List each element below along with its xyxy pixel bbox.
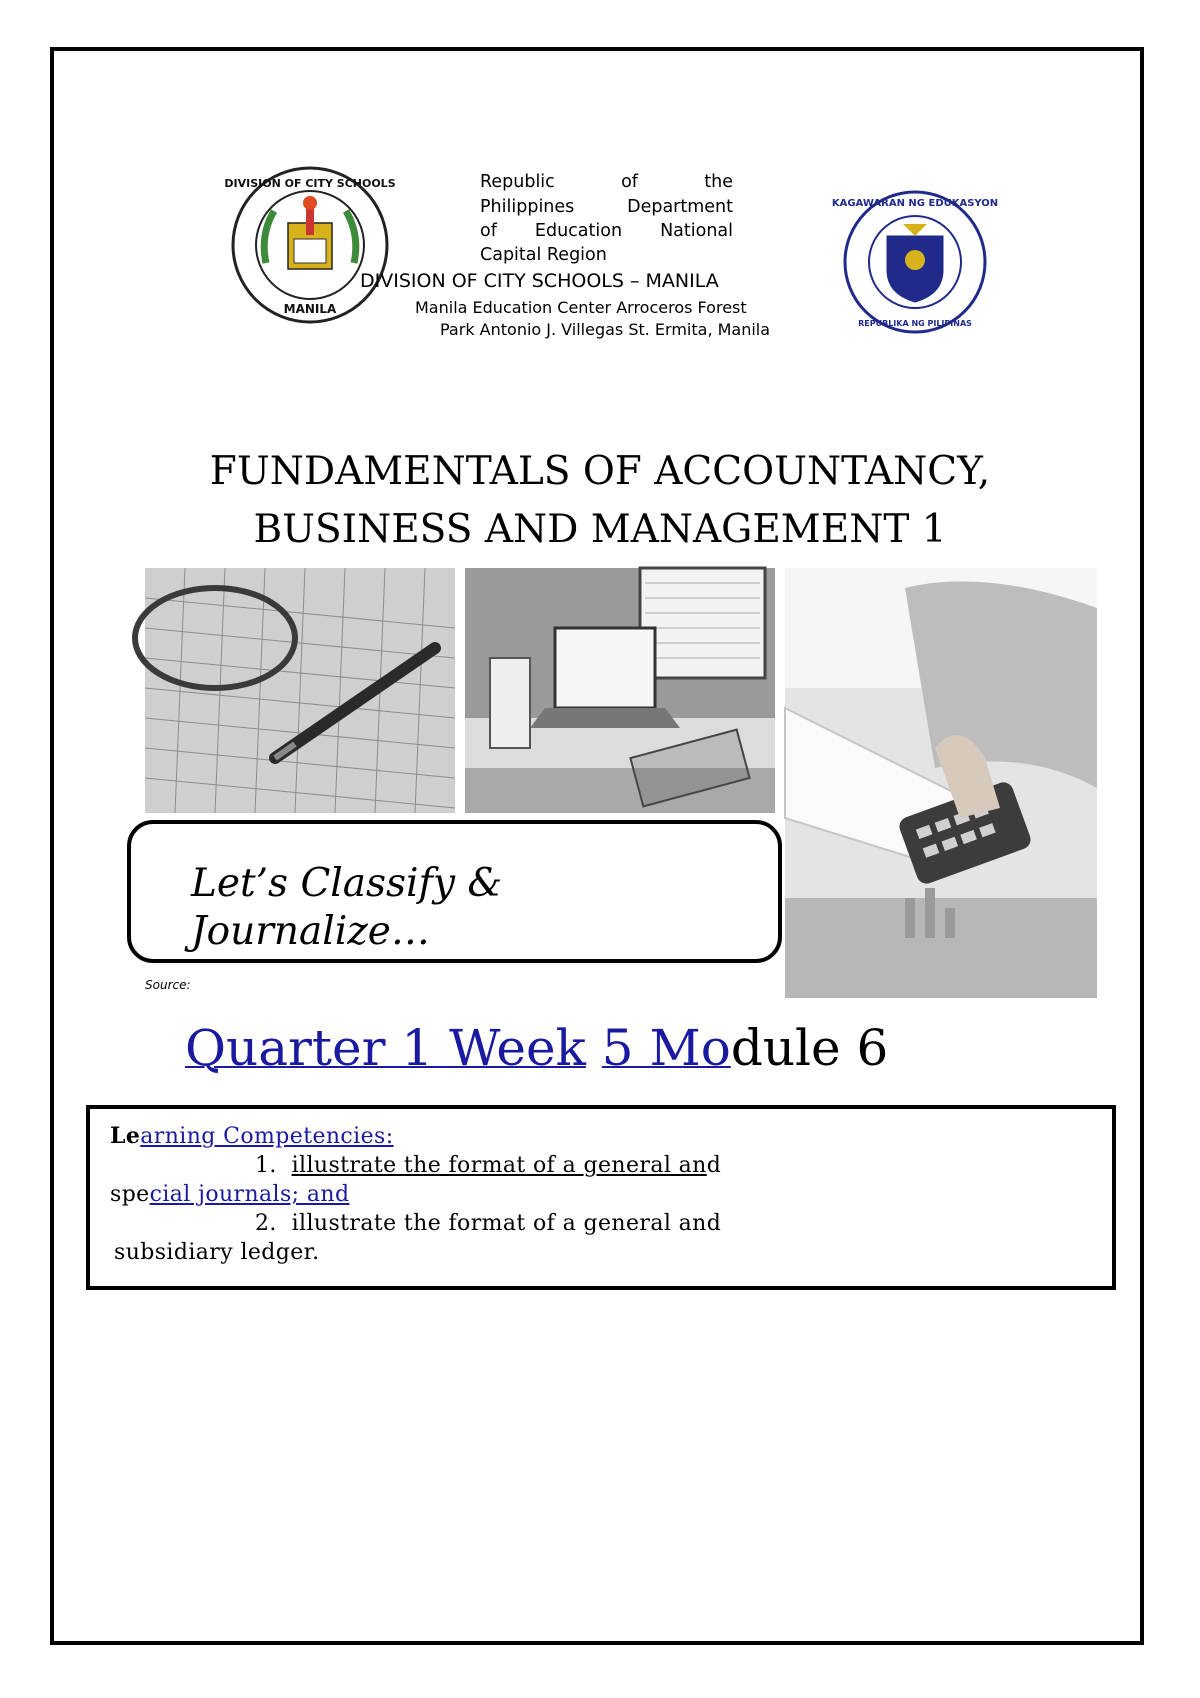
division-seal-logo	[224, 165, 396, 325]
module-quarter-week-title	[185, 1015, 888, 1081]
competency-item-1-cont	[110, 1180, 349, 1209]
competency-1-text-end: d	[706, 1153, 722, 1178]
competencies-heading-link[interactable]: arning Competencies:	[140, 1124, 394, 1149]
header-address-line-1: Manila Education Center Arroceros Forest	[415, 298, 747, 317]
competencies-heading	[110, 1122, 394, 1151]
competency-1-cont-link[interactable]: cial journals; and	[149, 1182, 350, 1207]
header-division-name: DIVISION OF CITY SCHOOLS – MANILA	[360, 270, 719, 292]
module-theme-callout	[127, 820, 782, 963]
competency-item-2-cont: subsidiary ledger.	[114, 1240, 320, 1265]
deped-seal-logo	[831, 190, 999, 334]
competency-1-number: 1.	[255, 1153, 277, 1178]
photo-laptop-desk	[465, 568, 775, 813]
week-module-link[interactable]: 5 Mo	[601, 1019, 731, 1077]
header-republic-line: Republic of the	[480, 172, 733, 192]
header-department-line: Philippines Department	[480, 197, 733, 217]
header-education-line: of Education National	[480, 221, 733, 241]
competencies-heading-start: Le	[110, 1123, 141, 1149]
header-region-line: Capital Region	[480, 245, 607, 265]
quarter-week-link[interactable]: Quarter 1 Week	[185, 1019, 586, 1077]
svg-text:MANILA: MANILA	[283, 302, 337, 316]
module-number-text: dule 6	[730, 1019, 889, 1077]
module-theme-line-1: Let’s Classify &	[191, 861, 503, 906]
competency-item-2	[255, 1209, 721, 1238]
subject-title-line-1: FUNDAMENTALS OF ACCOUNTANCY,	[209, 449, 991, 494]
photo-calculator-hands	[785, 568, 1097, 998]
photo-spreadsheet-pen	[145, 568, 455, 813]
subject-title-line-2: BUSINESS AND MANAGEMENT 1	[253, 507, 947, 552]
quarter-spacer	[586, 1019, 602, 1077]
competency-1-cont-start: spe	[110, 1182, 150, 1207]
module-theme-line-2: Journalize…	[191, 909, 430, 954]
header-address-line-2: Park Antonio J. Villegas St. Ermita, Manila	[440, 320, 771, 339]
svg-text:KAGAWARAN NG EDUKASYON: KAGAWARAN NG EDUKASYON	[831, 198, 999, 209]
module-theme-text	[191, 860, 591, 956]
competency-1-text: illustrate the format of a general an	[291, 1153, 707, 1178]
image-source-label: Source:	[145, 978, 191, 992]
competency-item-1	[255, 1151, 721, 1180]
svg-text:REPUBLIKA NG PILIPINAS: REPUBLIKA NG PILIPINAS	[858, 319, 972, 328]
svg-text:DIVISION OF CITY SCHOOLS: DIVISION OF CITY SCHOOLS	[224, 177, 396, 190]
competency-2-text: illustrate the format of a general and	[291, 1211, 722, 1236]
learning-competencies-box	[86, 1105, 1116, 1290]
competency-2-number: 2.	[255, 1211, 277, 1236]
